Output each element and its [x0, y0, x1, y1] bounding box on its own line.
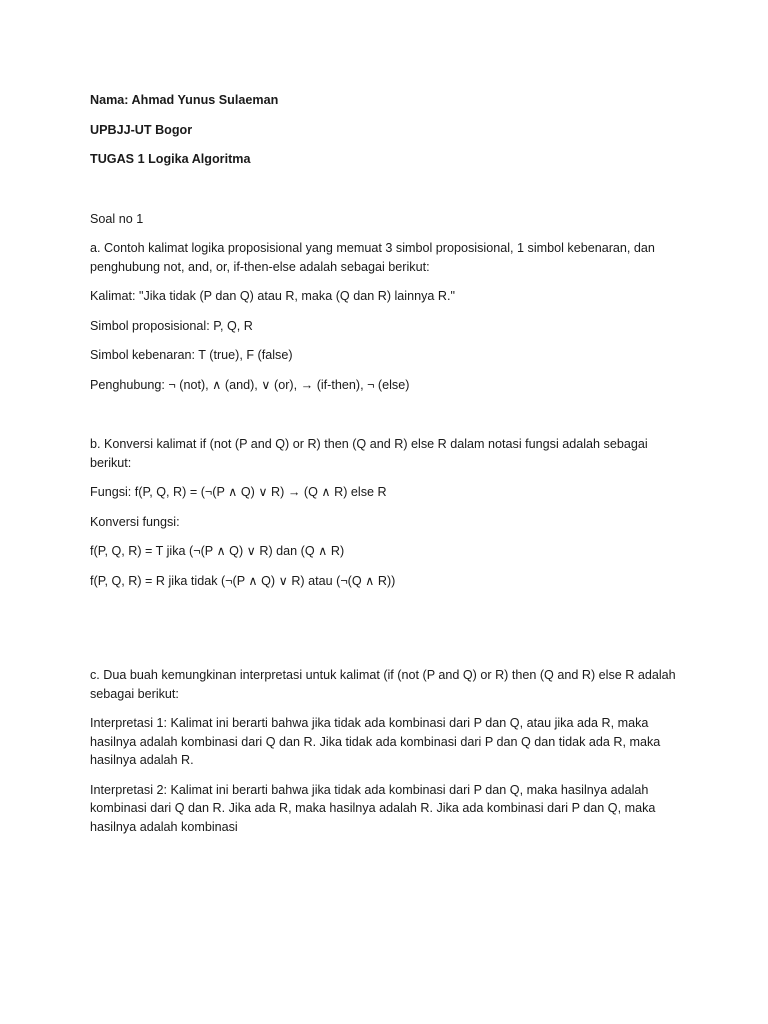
document-page: [90, 91, 680, 836]
part-c-intro-line: c. Dua buah kemungkinan interpretasi untuk kalimat (if (not (P and Q) or R) then (Q and R) else R adalah: [90, 668, 676, 682]
part-b-intro-line: b. Konversi kalimat if (not (P and Q) or R) then (Q and R) else R dalam notasi fungsi adalah sebagai: [90, 437, 648, 451]
part-c-intro: [90, 666, 680, 703]
interpretation-1-line: Interpretasi 1: Kalimat ini berarti bahwa jika tidak ada kombinasi dari P dan Q, atau jika ada R, maka: [90, 716, 649, 730]
section-title: Soal no 1: [90, 211, 144, 226]
part-b-intro-line: berikut:: [90, 455, 132, 470]
interpretation-1-line: hasilnya adalah kombinasi dari Q dan R. Jika tidak ada kombinasi dari P dan Q dan tidak ada R, maka: [90, 734, 661, 749]
student-name: Nama: Ahmad Yunus Sulaeman: [90, 93, 279, 107]
part-a-intro: [90, 239, 680, 276]
connectives: Penghubung: ¬ (not), ∧ (and), ∨ (or), → (if-then), ¬ (else): [90, 377, 410, 392]
example-sentence: Kalimat: "Jika tidak (P dan Q) atau R, maka (Q dan R) lainnya R.": [90, 289, 455, 303]
propositional-symbols: Simbol proposisional: P, Q, R: [90, 318, 253, 333]
interpretation-2-line: hasilnya adalah kombinasi: [90, 819, 238, 834]
assignment-title: TUGAS 1 Logika Algoritma: [90, 152, 251, 166]
part-c-intro-line: sebagai berikut:: [90, 686, 179, 701]
part-b-intro: [90, 435, 680, 472]
conversion-rule-2: f(P, Q, R) = R jika tidak (¬(P ∧ Q) ∨ R) atau (¬(Q ∧ R)): [90, 573, 396, 588]
interpretation-1-line: hasilnya adalah R.: [90, 753, 194, 767]
conversion-rule-1: f(P, Q, R) = T jika (¬(P ∧ Q) ∨ R) dan (Q ∧ R): [90, 544, 345, 558]
conversion-label: Konversi fungsi:: [90, 514, 180, 529]
interpretation-1: [90, 714, 680, 770]
function-notation: Fungsi: f(P, Q, R) = (¬(P ∧ Q) ∨ R) → (Q ∧ R) else R: [90, 485, 387, 499]
part-a-intro-line: a. Contoh kalimat logika proposisional yang memuat 3 simbol proposisional, 1 simbol kebenaran, dan: [90, 241, 655, 255]
interpretation-2-line: Interpretasi 2: Kalimat ini berarti bahwa jika tidak ada kombinasi dari P dan Q, maka hasilnya adalah: [90, 782, 649, 797]
part-a-intro-line: penghubung not, and, or, if-then-else adalah sebagai berikut:: [90, 259, 430, 274]
study-unit: UPBJJ-UT Bogor: [90, 122, 193, 137]
interpretation-2: [90, 781, 680, 837]
interpretation-2-line: kombinasi dari Q dan R. Jika ada R, maka hasilnya adalah R. Jika ada kombinasi dari P dan Q, maka: [90, 801, 656, 815]
truth-symbols: Simbol kebenaran: T (true), F (false): [90, 348, 293, 362]
